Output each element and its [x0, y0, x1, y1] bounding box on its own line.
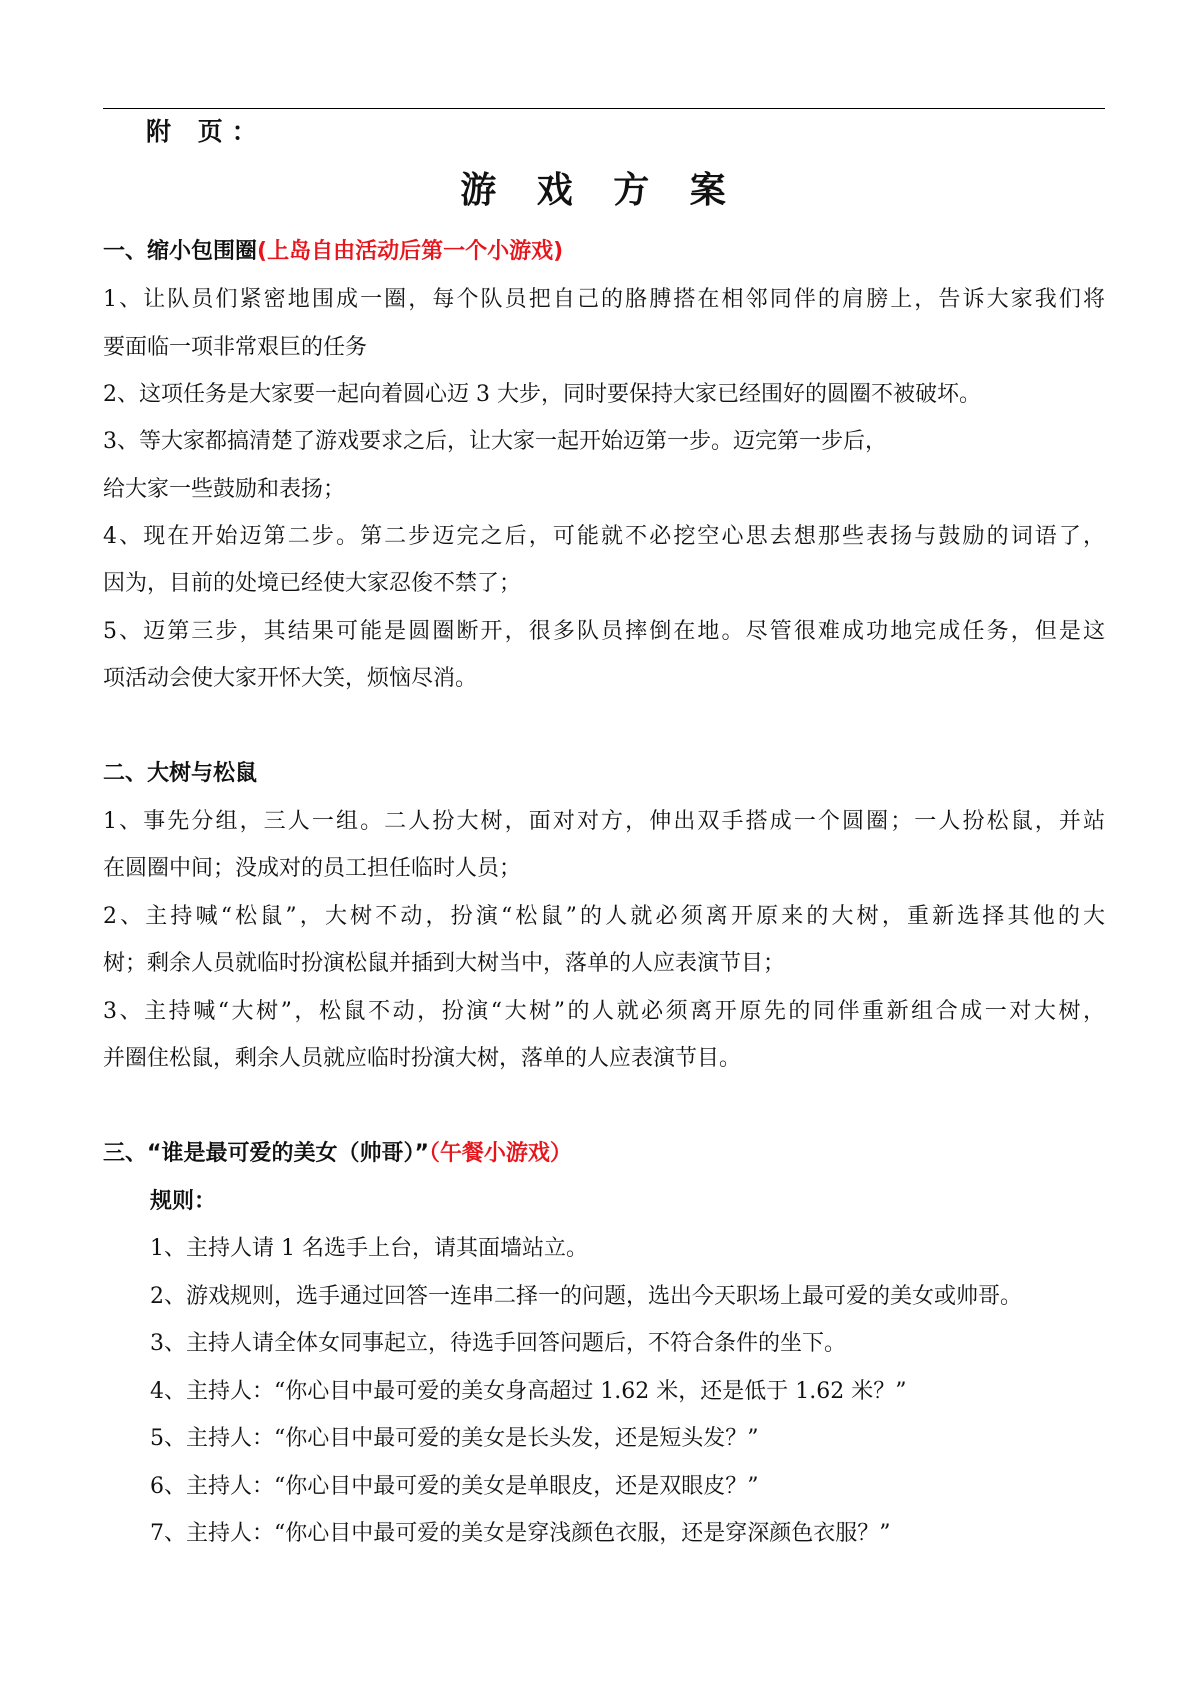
section-2-heading: 二、大树与松鼠: [103, 761, 258, 786]
rule-item: 6、主持人：“你心目中最可爱的美女是单眼皮，还是双眼皮？”: [150, 1474, 759, 1499]
section-1-line: 给大家一些鼓励和表扬；: [103, 477, 346, 502]
section-1-line: 3、等大家都搞清楚了游戏要求之后，让大家一起开始迈第一步。迈完第一步后，: [103, 429, 887, 454]
appendix-label: 附 页：: [146, 117, 266, 146]
rule-item: 7、主持人：“你心目中最可爱的美女是穿浅颜色衣服，还是穿深颜色衣服？”: [150, 1521, 891, 1546]
section-2-line: 3、主持喊“大树”，松鼠不动，扮演“大树”的人就必须离开原先的同伴重新组合成一对大树，: [103, 999, 1105, 1024]
rule-item: 4、主持人：“你心目中最可爱的美女身高超过 1.62 米，还是低于 1.62 米？”: [150, 1379, 907, 1404]
section-1-note: (上岛自由活动后第一个小游戏): [257, 239, 564, 264]
section-2-line: 并圈住松鼠，剩余人员就应临时扮演大树，落单的人应表演节目。: [103, 1046, 742, 1071]
rule-item: 2、游戏规则，选手通过回答一连串二择一的问题，选出今天职场上最可爱的美女或帅哥。: [150, 1284, 1023, 1309]
section-2-line: 在圆圈中间；没成对的员工担任临时人员；: [103, 856, 522, 881]
section-3-note: （午餐小游戏）: [428, 1141, 572, 1166]
section-1-line: 5、迈第三步，其结果可能是圆圈断开，很多队员摔倒在地。尽管很难成功地完成任务，但是这: [103, 619, 1105, 644]
rule-item: 1、主持人请 1 名选手上台，请其面墙站立。: [150, 1236, 588, 1261]
section-1-line: 项活动会使大家开怀大笑，烦恼尽消。: [103, 666, 478, 691]
section-2-line: 1、事先分组，三人一组。二人扮大树，面对对方，伸出双手搭成一个圆圈；一人扮松鼠，并站: [103, 809, 1105, 834]
section-1-line: 要面临一项非常艰巨的任务: [103, 335, 368, 360]
rule-item: 5、主持人：“你心目中最可爱的美女是长头发，还是短头发？”: [150, 1426, 759, 1451]
rules-label: 规则：: [150, 1189, 217, 1214]
section-1-line: 2、这项任务是大家要一起向着圆心迈 3 大步，同时要保持大家已经围好的圆圈不被破坏。: [103, 382, 981, 407]
section-1-title: 一、缩小包围圈: [103, 239, 258, 264]
section-1-heading: [103, 236, 1105, 268]
header-rule: [103, 108, 1105, 109]
section-2-line: 树；剩余人员就临时扮演松鼠并插到大树当中，落单的人应表演节目；: [103, 951, 786, 976]
section-1-line: 4、现在开始迈第二步。第二步迈完之后，可能就不必挖空心思去想那些表扬与鼓励的词语了，: [103, 524, 1105, 549]
section-2-line: 2、主持喊“松鼠”，大树不动，扮演“松鼠”的人就必须离开原来的大树，重新选择其他的大: [103, 904, 1105, 929]
section-1-line: 1、让队员们紧密地围成一圈，每个队员把自己的胳膊搭在相邻同伴的肩膀上，告诉大家我们将: [103, 287, 1105, 312]
page-title: 游 戏 方 案: [460, 170, 740, 211]
rule-item: 3、主持人请全体女同事起立，待选手回答问题后，不符合条件的坐下。: [150, 1331, 846, 1356]
section-1-line: 因为，目前的处境已经使大家忍俊不禁了；: [103, 571, 522, 596]
section-3-heading: [103, 1138, 1105, 1170]
section-3-title: 三、“谁是最可爱的美女（帅哥）”: [103, 1141, 429, 1166]
